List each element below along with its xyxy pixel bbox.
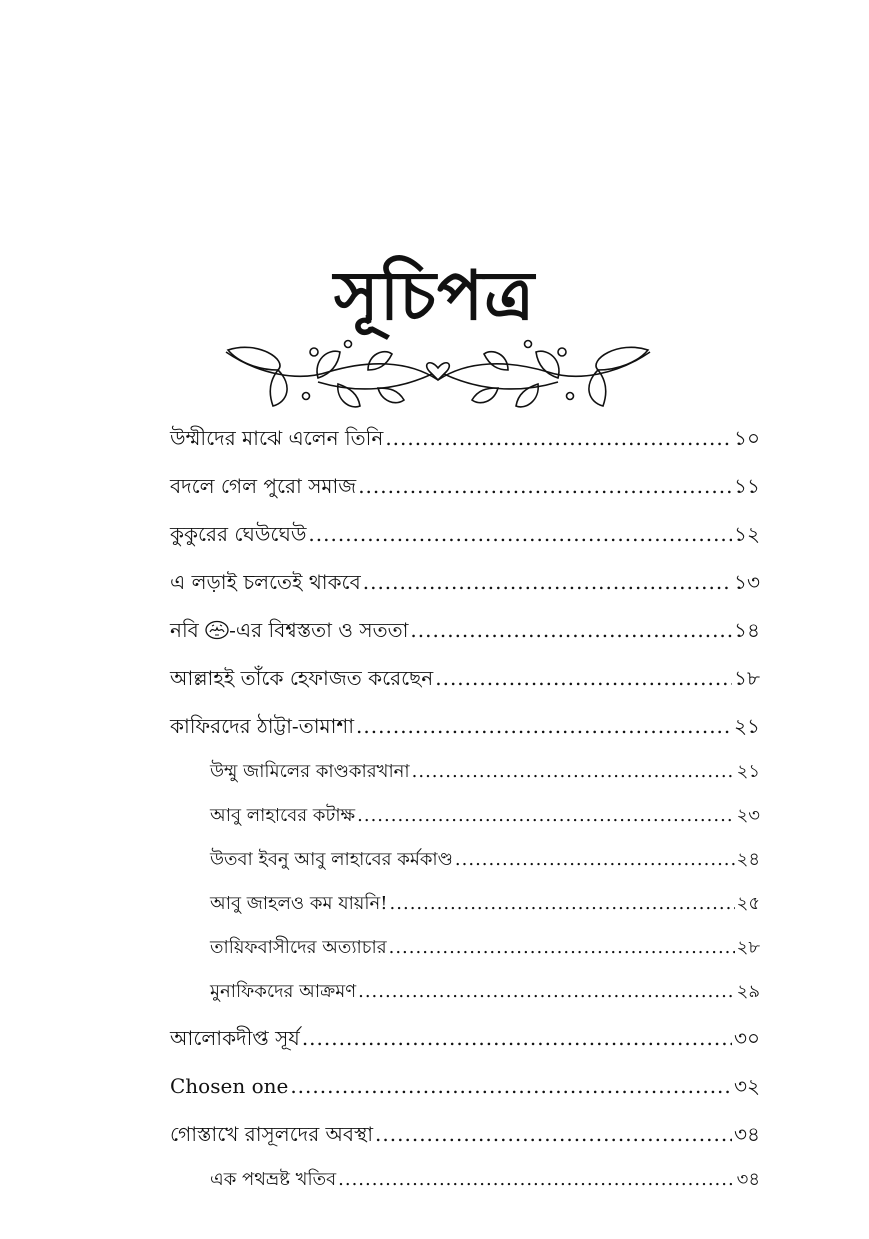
toc-entry-page: ২৩ [736, 805, 760, 826]
toc-entry [170, 712, 760, 740]
toc-entry-title: কুকুরের ঘেউঘেউ [170, 522, 307, 546]
toc-entry-page: ২৫ [736, 893, 760, 914]
toc-entry-page: ১০ [734, 426, 760, 450]
toc-subentry [210, 934, 760, 962]
toc-entry-title-suffix: -এর বিশ্বস্ততা ও সততা [229, 618, 409, 642]
toc-entry-title: আবু জাহলও কম যায়নি! [210, 893, 388, 914]
toc-entry-page: ৩৪ [736, 1169, 760, 1190]
toc-entry-title-prefix: নবি [170, 618, 199, 642]
toc-entry-page: ২১ [734, 714, 760, 738]
toc-entry-page: ২১ [736, 761, 760, 782]
dot-leader [302, 1024, 732, 1052]
toc-entry [170, 568, 760, 596]
toc-entry [170, 520, 760, 548]
toc-entry [170, 616, 760, 644]
toc-subentry [210, 1166, 760, 1194]
dot-leader [410, 616, 732, 644]
toc-entry-title: বদলে গেল পুরো সমাজ [170, 474, 357, 498]
toc-entry-page: ১১ [734, 474, 760, 498]
toc-entry [170, 1024, 760, 1052]
toc-entry-title: Chosen one [170, 1074, 289, 1098]
toc-entry-title: আবু লাহাবের কটাক্ষ [210, 805, 356, 826]
toc-entry-title [170, 616, 408, 644]
toc-subentry [210, 846, 760, 874]
toc-entry-title: তায়িফবাসীদের অত্যাচার [210, 937, 387, 958]
toc-entry-page: ১৪ [734, 618, 760, 642]
dot-leader [338, 1166, 734, 1194]
toc-entry-page: ২৮ [736, 937, 760, 958]
toc-entry-title: এক পথভ্রষ্ট খতিব [210, 1169, 337, 1190]
page-title: সূচিপত্র [333, 256, 536, 336]
toc-entry [170, 424, 760, 452]
dot-leader [357, 802, 734, 830]
toc-entry-title: মুনাফিকদের আক্রমণ [210, 981, 357, 1002]
toc-entry-page: ২৪ [736, 849, 760, 870]
toc-entry-title: কাফিরদের ঠাট্টা-তামাশা [170, 714, 355, 738]
dot-leader [290, 1072, 732, 1100]
dot-leader [412, 758, 735, 786]
toc-entry-page: ৩০ [733, 1026, 760, 1050]
toc-entry-title: আলোকদীপ্ত সূর্য [170, 1026, 300, 1050]
dot-leader [363, 568, 732, 596]
toc-entry [170, 1120, 760, 1148]
dot-leader [358, 978, 735, 1006]
dot-leader [385, 424, 732, 452]
toc-entry [170, 664, 760, 692]
toc-entry-title: উতবা ইবনু আবু লাহাবের কর্মকাণ্ড [210, 849, 453, 870]
toc-subentry [210, 802, 760, 830]
toc-entry-title: আল্লাহই তাঁকে হেফাজত করেছেন [170, 666, 434, 690]
toc-entry-page: ২৯ [736, 981, 760, 1002]
toc-subentry [210, 890, 760, 918]
toc-subentry [210, 978, 760, 1006]
dot-leader [358, 472, 732, 500]
dot-leader [375, 1120, 732, 1148]
toc-entry-page: ১৮ [734, 666, 760, 690]
dot-leader [389, 934, 735, 962]
dot-leader [390, 890, 735, 918]
toc-entry-title: এ লড়াই চলতেই থাকবে [170, 570, 361, 594]
toc-entry [170, 472, 760, 500]
toc-entry-title: উম্মু জামিলের কাণ্ডকারখানা [210, 761, 410, 782]
salawat-calligraphy-icon [205, 620, 229, 640]
toc-entry-title: গোস্তাখে রাসূলদের অবস্থা [170, 1122, 374, 1146]
toc-subentry [210, 758, 760, 786]
dot-leader [435, 664, 732, 692]
toc-entry [170, 1072, 760, 1100]
dot-leader [455, 846, 735, 874]
toc-entry-page: ১৩ [734, 570, 760, 594]
dot-leader [356, 712, 732, 740]
toc-entry-page: ৩২ [733, 1074, 760, 1098]
toc-entry-page: ৩৪ [734, 1122, 760, 1146]
toc-entry-title: উম্মীদের মাঝে এলেন তিনি [170, 426, 384, 450]
toc-entry-page: ১২ [734, 522, 760, 546]
dot-leader [308, 520, 732, 548]
